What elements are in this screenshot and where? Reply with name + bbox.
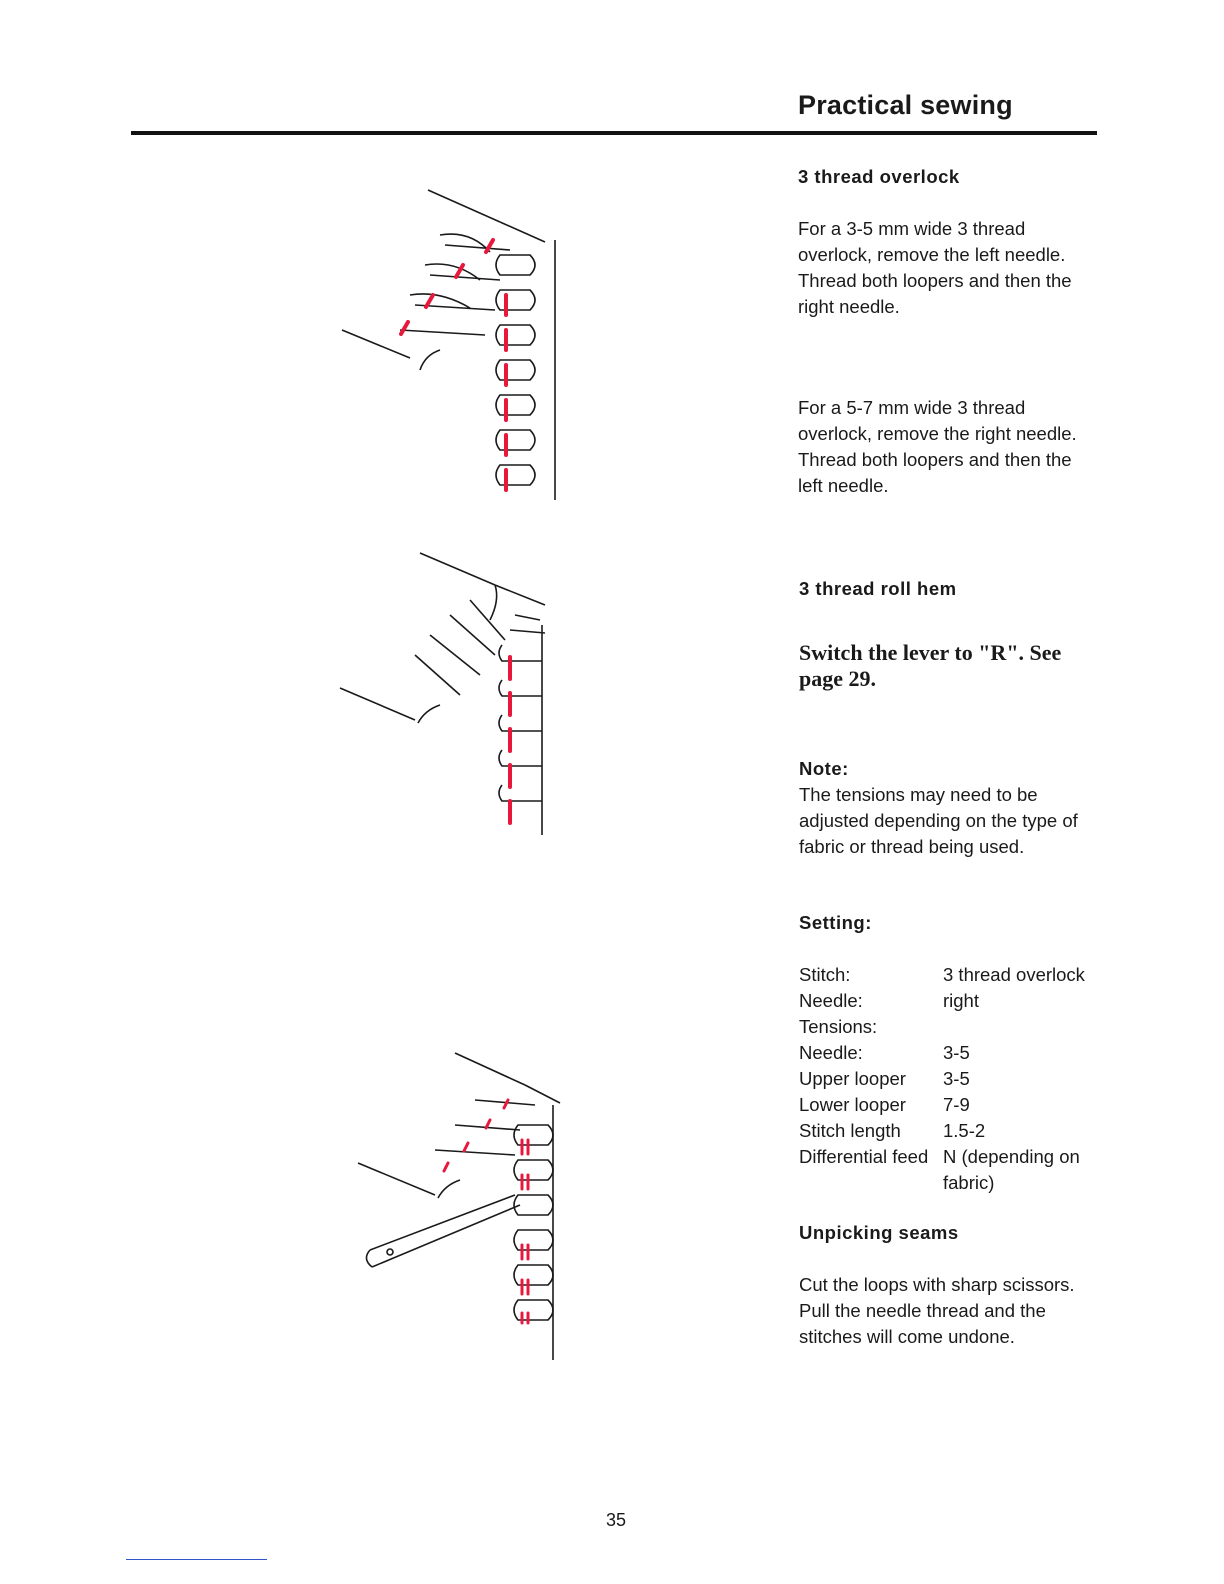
settings-row: Needle: right bbox=[799, 990, 979, 1011]
overlock-heading: 3 thread overlock bbox=[798, 166, 960, 187]
settings-row: Stitch: 3 thread overlock bbox=[799, 964, 1085, 985]
note-heading: Note: bbox=[799, 758, 849, 779]
unpicking-seam-illustration bbox=[350, 1045, 590, 1365]
settings-row: Differential feed N (depending on bbox=[799, 1146, 1080, 1167]
settings-row-continuation: fabric) bbox=[943, 1172, 995, 1193]
overlock-para-1: For a 3-5 mm wide 3 thread overlock, remove the left needle. Thread both loopers and then the right needle. bbox=[798, 218, 1072, 317]
page-number: 35 bbox=[606, 1510, 627, 1530]
settings-row: Lower looper 7-9 bbox=[799, 1094, 970, 1115]
settings-row: Upper looper 3-5 bbox=[799, 1068, 970, 1089]
overlock-stitch-illustration bbox=[330, 180, 580, 510]
page-title: Practical sewing bbox=[798, 90, 1013, 120]
settings-table bbox=[799, 962, 1099, 1196]
roll-hem-stitch-illustration bbox=[330, 545, 580, 840]
rollhem-heading: 3 thread roll hem bbox=[799, 578, 957, 599]
overlock-para-2: For a 5-7 mm wide 3 thread overlock, remove the right needle. Thread both loopers and then the left needle. bbox=[798, 397, 1077, 496]
unpicking-stitch-loops bbox=[435, 1100, 553, 1320]
note-text: The tensions may need to be adjusted depending on the type of fabric or thread being used. bbox=[799, 784, 1078, 857]
settings-row: Needle: 3-5 bbox=[799, 1042, 970, 1063]
rollhem-instruction: Switch the lever to "R". See page 29. bbox=[799, 640, 1062, 691]
settings-row: Tensions: bbox=[799, 1016, 878, 1037]
needle-thread-marks bbox=[401, 240, 506, 490]
setting-heading: Setting: bbox=[799, 912, 872, 933]
footer-rule bbox=[126, 1559, 267, 1560]
unpicking-text: Cut the loops with sharp scissors. Pull the needle thread and the stitches will come undone. bbox=[799, 1274, 1075, 1347]
settings-row: Stitch length 1.5-2 bbox=[799, 1120, 986, 1141]
scissors-icon bbox=[366, 1195, 520, 1267]
overlock-stitch-loops bbox=[400, 234, 535, 485]
title-rule bbox=[131, 131, 1097, 135]
roll-hem-stitch-loops bbox=[415, 585, 545, 801]
unpicking-heading: Unpicking seams bbox=[799, 1222, 959, 1243]
